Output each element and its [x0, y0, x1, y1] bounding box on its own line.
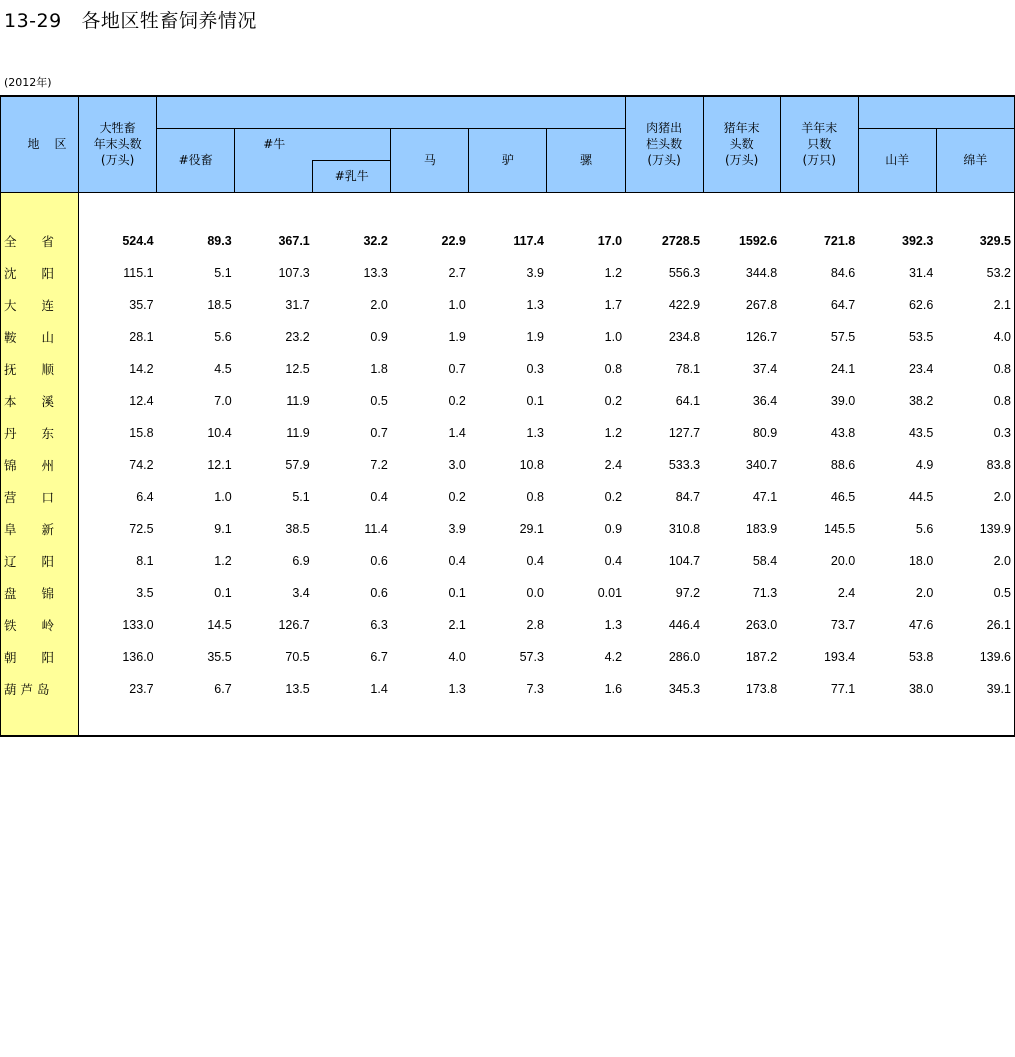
cell-value: 64.1 [675, 393, 701, 408]
cell-value: 5.1 [292, 489, 310, 504]
cell-value: 2.0 [936, 545, 1014, 577]
cell-value: 2.1 [936, 289, 1014, 321]
cell-value: 1.0 [448, 297, 466, 312]
table-row [1, 353, 1015, 385]
cell-value: 6.9 [292, 553, 310, 568]
cell-value: 10.4 [207, 425, 232, 440]
cell-value: 20.0 [830, 553, 856, 568]
cell-value: 39.1 [936, 673, 1014, 705]
cell-value: 0.5 [370, 393, 388, 408]
cell-value: 1.9 [526, 329, 544, 344]
cell-value: 533.3 [668, 457, 701, 472]
cell-value: 145.5 [823, 521, 856, 536]
cell-value: 6.4 [136, 489, 154, 504]
table-row [1, 417, 1015, 449]
sheep-group-band [858, 96, 1014, 128]
cell-value: 2.0 [936, 481, 1014, 513]
cell-value: 12.4 [129, 393, 154, 408]
cell-value: 126.7 [745, 329, 778, 344]
cell-value: 0.4 [448, 553, 466, 568]
cell-value: 32.2 [363, 233, 388, 248]
goat-header: 山羊 [858, 128, 936, 192]
cell-value: 133.0 [122, 617, 154, 632]
cell-value: 187.2 [745, 649, 778, 664]
cell-value: 17.0 [597, 233, 623, 248]
pig-slaughter-header: 肉猪出 栏头数 (万头) [625, 96, 703, 192]
page-title: 13-29 各地区牲畜饲养情况 [4, 10, 257, 32]
table-row [1, 289, 1015, 321]
cell-value: 83.8 [936, 449, 1014, 481]
cell-value: 97.2 [675, 585, 701, 600]
cell-value: 58.4 [752, 553, 778, 568]
table-bottom-spacer [1, 705, 1015, 736]
cell-value: 4.9 [915, 457, 934, 472]
cell-value: 2.1 [448, 617, 466, 632]
cell-value: 73.7 [830, 617, 856, 632]
cell-value: 329.5 [936, 225, 1014, 257]
cell-value: 4.0 [448, 649, 466, 664]
cell-value: 1.0 [214, 489, 232, 504]
cell-value: 183.9 [745, 521, 778, 536]
table-row [1, 385, 1015, 417]
cell-value: 80.9 [752, 425, 778, 440]
cattle-header-spacer [235, 160, 313, 192]
donkey-header: 驴 [469, 128, 547, 192]
cell-value: 267.8 [745, 297, 778, 312]
cell-value: 367.1 [278, 233, 310, 248]
cell-value: 1.4 [448, 425, 466, 440]
cell-value: 38.5 [285, 521, 310, 536]
region-name: 鞍 山 [1, 321, 79, 353]
sheep-yearend-header: 羊年末 只数 (万只) [780, 96, 858, 192]
spacer-row [1, 192, 1015, 225]
table-row [1, 641, 1015, 673]
cell-value: 0.6 [370, 585, 388, 600]
cell-value: 1.3 [448, 681, 466, 696]
cell-value: 0.7 [448, 361, 466, 376]
cell-value: 43.5 [908, 425, 934, 440]
cell-value: 0.8 [936, 385, 1014, 417]
cell-value: 0.4 [370, 489, 388, 504]
big-livestock-header: 大牲畜 年末头数 (万头) [79, 96, 157, 192]
cell-value: 0.6 [370, 553, 388, 568]
cell-value: 422.9 [668, 297, 701, 312]
cell-value: 13.3 [363, 265, 388, 280]
cell-value: 57.3 [519, 649, 544, 664]
cell-value: 14.2 [129, 361, 154, 376]
cell-value: 136.0 [122, 649, 154, 664]
cell-value: 104.7 [668, 553, 701, 568]
cell-value: 1.3 [526, 297, 544, 312]
region-name: 葫 芦 岛 [1, 673, 79, 705]
cell-value: 117.4 [513, 233, 544, 248]
cell-value: 6.7 [214, 681, 232, 696]
cell-value: 1.3 [526, 425, 544, 440]
cell-value: 64.7 [830, 297, 856, 312]
cell-value: 234.8 [668, 329, 701, 344]
cell-value: 340.7 [745, 457, 778, 472]
cell-value: 23.7 [129, 681, 154, 696]
cell-value: 1.2 [214, 553, 232, 568]
cell-value: 2.0 [370, 297, 388, 312]
cell-value: 6.7 [370, 649, 388, 664]
cell-value: 6.3 [370, 617, 388, 632]
cell-value: 173.8 [745, 681, 778, 696]
cell-value: 286.0 [668, 649, 701, 664]
cell-value: 12.1 [207, 457, 232, 472]
region-name: 锦 州 [1, 449, 79, 481]
cell-value: 46.5 [830, 489, 856, 504]
draft-animal-header: #役畜 [157, 128, 235, 192]
cell-value: 1.6 [604, 681, 623, 696]
cell-value: 53.2 [936, 257, 1014, 289]
cattle-header: #牛 [235, 128, 391, 160]
cell-value: 14.5 [207, 617, 232, 632]
cell-value: 0.9 [370, 329, 388, 344]
big-livestock-group-band [157, 96, 625, 128]
cell-value: 35.5 [207, 649, 232, 664]
region-name: 抚 顺 [1, 353, 79, 385]
cell-value: 5.6 [915, 521, 934, 536]
cell-value: 0.4 [526, 553, 544, 568]
cell-value: 2.8 [526, 617, 544, 632]
table-row [1, 257, 1015, 289]
table-row [1, 481, 1015, 513]
region-name: 全 省 [1, 225, 79, 257]
table-row [1, 577, 1015, 609]
cell-value: 12.5 [285, 361, 310, 376]
region-name: 大 连 [1, 289, 79, 321]
cell-value: 78.1 [675, 361, 701, 376]
cell-value: 1592.6 [738, 233, 778, 248]
cell-value: 5.6 [214, 329, 232, 344]
cell-value: 39.0 [830, 393, 856, 408]
cell-value: 0.2 [448, 393, 466, 408]
cell-value: 446.4 [668, 617, 701, 632]
livestock-table [0, 95, 1015, 737]
cell-value: 35.7 [129, 297, 154, 312]
cell-value: 11.4 [364, 521, 388, 536]
year-note: (2012年) [4, 76, 52, 89]
cell-value: 44.5 [908, 489, 934, 504]
cell-value: 1.3 [604, 617, 623, 632]
total-row [1, 225, 1015, 257]
cell-value: 18.0 [908, 553, 934, 568]
cell-value: 1.4 [370, 681, 388, 696]
cell-value: 7.2 [370, 457, 388, 472]
region-name: 朝 阳 [1, 641, 79, 673]
region-name: 阜 新 [1, 513, 79, 545]
cell-value: 0.8 [604, 361, 623, 376]
cell-value: 11.9 [286, 425, 310, 440]
table-row [1, 673, 1015, 705]
cell-value: 0.3 [526, 361, 544, 376]
region-name: 营 口 [1, 481, 79, 513]
cell-value: 7.0 [214, 393, 232, 408]
cell-value: 310.8 [668, 521, 701, 536]
cell-value: 263.0 [745, 617, 778, 632]
cell-value: 4.5 [214, 361, 232, 376]
region-column-header: 地 区 [1, 96, 79, 192]
cell-value: 31.7 [285, 297, 310, 312]
cell-value: 721.8 [823, 233, 856, 248]
cell-value: 74.2 [129, 457, 154, 472]
cell-value: 0.3 [936, 417, 1014, 449]
region-name: 沈 阳 [1, 257, 79, 289]
cell-value: 392.3 [902, 233, 934, 248]
cell-value: 89.3 [207, 233, 232, 248]
cell-value: 2.4 [837, 585, 856, 600]
region-name: 辽 阳 [1, 545, 79, 577]
cell-value: 0.0 [526, 585, 544, 600]
dairy-cow-header: #乳牛 [313, 160, 391, 192]
table-row [1, 449, 1015, 481]
cell-value: 115.1 [123, 265, 154, 280]
horse-header: 马 [391, 128, 469, 192]
cell-value: 77.1 [830, 681, 856, 696]
cell-value: 2.0 [915, 585, 934, 600]
cell-value: 13.5 [285, 681, 310, 696]
cell-value: 1.2 [604, 265, 623, 280]
table-row [1, 609, 1015, 641]
cell-value: 72.5 [129, 521, 154, 536]
cell-value: 0.1 [526, 393, 544, 408]
cell-value: 23.4 [908, 361, 934, 376]
cell-value: 84.7 [675, 489, 701, 504]
cell-value: 26.1 [936, 609, 1014, 641]
cell-value: 9.1 [214, 521, 232, 536]
cell-value: 15.8 [129, 425, 154, 440]
cell-value: 47.1 [752, 489, 778, 504]
cell-value: 23.2 [285, 329, 310, 344]
cell-value: 345.3 [668, 681, 701, 696]
cell-value: 11.9 [286, 393, 310, 408]
cell-value: 1.8 [370, 361, 388, 376]
sheep-header: 绵羊 [936, 128, 1014, 192]
cell-value: 3.9 [526, 265, 544, 280]
cell-value: 8.1 [136, 553, 154, 568]
cell-value: 57.5 [830, 329, 856, 344]
cell-value: 0.2 [604, 393, 623, 408]
cell-value: 37.4 [752, 361, 778, 376]
cell-value: 57.9 [285, 457, 310, 472]
cell-value: 139.9 [936, 513, 1014, 545]
cell-value: 0.8 [526, 489, 544, 504]
cell-value: 0.2 [448, 489, 466, 504]
cell-value: 29.1 [519, 521, 544, 536]
cell-value: 70.5 [285, 649, 310, 664]
cell-value: 5.1 [214, 265, 232, 280]
cell-value: 7.3 [526, 681, 544, 696]
cell-value: 1.9 [448, 329, 466, 344]
cell-value: 1.0 [604, 329, 623, 344]
cell-value: 24.1 [830, 361, 856, 376]
cell-value: 4.0 [936, 321, 1014, 353]
table-row [1, 513, 1015, 545]
cell-value: 0.1 [214, 585, 232, 600]
cell-value: 2.4 [604, 457, 623, 472]
cell-value: 3.9 [448, 521, 466, 536]
cell-value: 3.0 [448, 457, 466, 472]
cell-value: 0.01 [597, 585, 623, 600]
cell-value: 3.4 [292, 585, 310, 600]
cell-value: 1.2 [604, 425, 623, 440]
cell-value: 71.3 [752, 585, 778, 600]
cell-value: 38.0 [908, 681, 934, 696]
cell-value: 31.4 [908, 265, 934, 280]
table-row [1, 545, 1015, 577]
cell-value: 38.2 [908, 393, 934, 408]
cell-value: 0.8 [936, 353, 1014, 385]
cell-value: 18.5 [207, 297, 232, 312]
mule-header: 骡 [547, 128, 625, 192]
cell-value: 0.7 [370, 425, 388, 440]
cell-value: 193.4 [823, 649, 856, 664]
cell-value: 47.6 [908, 617, 934, 632]
cell-value: 0.1 [448, 585, 466, 600]
cell-value: 107.3 [278, 265, 310, 280]
pig-yearend-header: 猪年末 头数 (万头) [703, 96, 780, 192]
cell-value: 2728.5 [661, 233, 701, 248]
cell-value: 126.7 [278, 617, 310, 632]
cell-value: 4.2 [604, 649, 623, 664]
cell-value: 139.6 [936, 641, 1014, 673]
cell-value: 88.6 [830, 457, 856, 472]
cell-value: 0.9 [604, 521, 623, 536]
cell-value: 3.5 [136, 585, 154, 600]
region-name: 铁 岭 [1, 609, 79, 641]
cell-value: 0.2 [604, 489, 623, 504]
cell-value: 36.4 [752, 393, 778, 408]
cell-value: 556.3 [668, 265, 701, 280]
cell-value: 0.5 [936, 577, 1014, 609]
cell-value: 62.6 [908, 297, 934, 312]
region-name: 丹 东 [1, 417, 79, 449]
cell-value: 127.7 [668, 425, 701, 440]
cell-value: 84.6 [830, 265, 856, 280]
table-row [1, 321, 1015, 353]
cell-value: 0.4 [604, 553, 623, 568]
cell-value: 53.8 [908, 649, 934, 664]
cell-value: 43.8 [830, 425, 856, 440]
cell-value: 2.7 [448, 265, 466, 280]
cell-value: 10.8 [519, 457, 544, 472]
region-name: 本 溪 [1, 385, 79, 417]
cell-value: 22.9 [441, 233, 466, 248]
region-name: 盘 锦 [1, 577, 79, 609]
cell-value: 1.7 [604, 297, 623, 312]
cell-value: 344.8 [745, 265, 778, 280]
cell-value: 28.1 [129, 329, 154, 344]
cell-value: 53.5 [908, 329, 934, 344]
cell-value: 524.4 [122, 233, 154, 248]
